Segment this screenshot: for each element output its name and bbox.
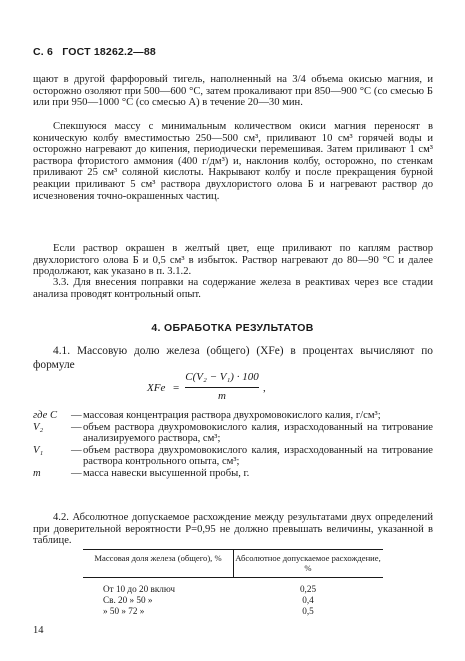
table-cell-range: » 50 » 72 » [103,606,145,616]
definition-dash: — [71,410,82,421]
definition-item [33,410,433,422]
paragraph-yellow-solution [33,243,433,278]
definition-text: массовая концентрация раствора двухромовокислого калия, г/см³; [83,410,381,421]
definition-item [33,468,433,480]
table-header-rule [83,577,383,578]
paragraph-text: Спекшуюся массу с минимальным количеством окиси магния переносят в коническую колбу вместимостью 250—500 см³, приливают 10 см³ горячей воды и осторожно нагревают до кипения, периодически перемешивая. Затем приливают 1 см³ раствора фтористого аммония (400 г/дм³) и, наклонив колбу, осторожно, по стенкам приливают 25 см³ соляной кислоты. Накрывают колбу и после прекращения бурной реакции приливают 5 см³ раствора двухлористого олова Б и нагревают раствор до исчезновения точно-окрашенных частиц. [33,121,433,202]
table-cell-tolerance: 0,5 [302,606,314,616]
paragraph-formula-intro [33,345,433,372]
paragraph-control-experiment [33,277,433,300]
definition-symbol: m [33,467,41,479]
paragraph-text: 3.3. Для внесения поправки на содержание железа в реактивах через все стадии анализа проводят контрольный опыт. [33,277,433,300]
formula-equals: = [173,382,180,394]
definition-symbol: где C [33,410,58,421]
page-header [33,46,156,58]
paragraph-ashing [33,74,433,109]
table-cell-tolerance: 0,4 [302,595,314,605]
table-row [83,595,383,606]
definition-dash: — [71,467,82,479]
table-cell-tolerance: 0,25 [299,584,317,594]
definition-item [33,445,433,468]
formula-denominator: m [218,390,226,402]
formula-numerator: C(V₂ − V₁) · 100 [185,371,259,383]
paragraph-text: 4.1. Массовую долю железа (общего) (XFe) в процентах вычисляют по формуле [33,345,433,371]
definition-dash: — [71,444,82,456]
variable-definitions [33,410,433,480]
definition-dash: — [71,421,82,433]
formula-lhs: XFe [147,382,166,394]
iron-fraction-formula [147,371,327,407]
standard-number: ГОСТ 18262.2—88 [62,46,156,58]
paragraph-tolerance [33,512,433,547]
table-row [83,584,383,595]
table-row [83,606,383,617]
fraction-bar [185,387,259,388]
definition-symbol: V₁ [33,444,44,456]
table-header-tolerance: Абсолютное допускаемое расхождение, % [235,553,381,573]
paragraph-text: 4.2. Абсолютное допускаемое расхождение между результатами двух определений при доверительной вероятности P=0,95 не должно превышать величины, указанной в таблице. [33,512,433,547]
paragraph-dissolution [33,121,433,202]
definition-text: объем раствора двухромовокислого калия, израсходованный на титрование раствора контрольного опыта, см³; [83,444,433,468]
page-number: 14 [33,625,44,636]
section-title: 4. ОБРАБОТКА РЕЗУЛЬТАТОВ [151,322,314,334]
definition-text: объем раствора двухромовокислого калия, израсходованный на титрование анализируемого раствора, см³; [83,421,433,445]
definition-item [33,422,433,445]
definition-symbol: V₂ [33,421,44,433]
page-label: С. 6 [33,46,54,58]
table-header-fraction: Массовая доля железа (общего), % [94,553,222,563]
formula-comma: , [263,382,266,394]
paragraph-text: щают в другой фарфоровый тигель, наполненный на 3/4 объема окисью магния, и осторожно озоляют при 500—600 °С, затем прокаливают при 850—900 °С (со смесью Б или при 950—1000 °С (со смесью А) в течение 20—30 мин. [33,74,433,109]
table-cell-range: От 10 до 20 включ [103,584,176,594]
definition-text: масса навески высушенной пробы, г. [83,467,250,479]
paragraph-text: Если раствор окрашен в желтый цвет, еще приливают по каплям раствор двухлористого олова Б и 0,5 см³ в избыток. Раствор нагревают до 80—90 °С и далее продолжают, как указано в п. 3.1.2. [33,243,433,278]
table-cell-range: Св. 20 » 50 » [103,595,153,605]
